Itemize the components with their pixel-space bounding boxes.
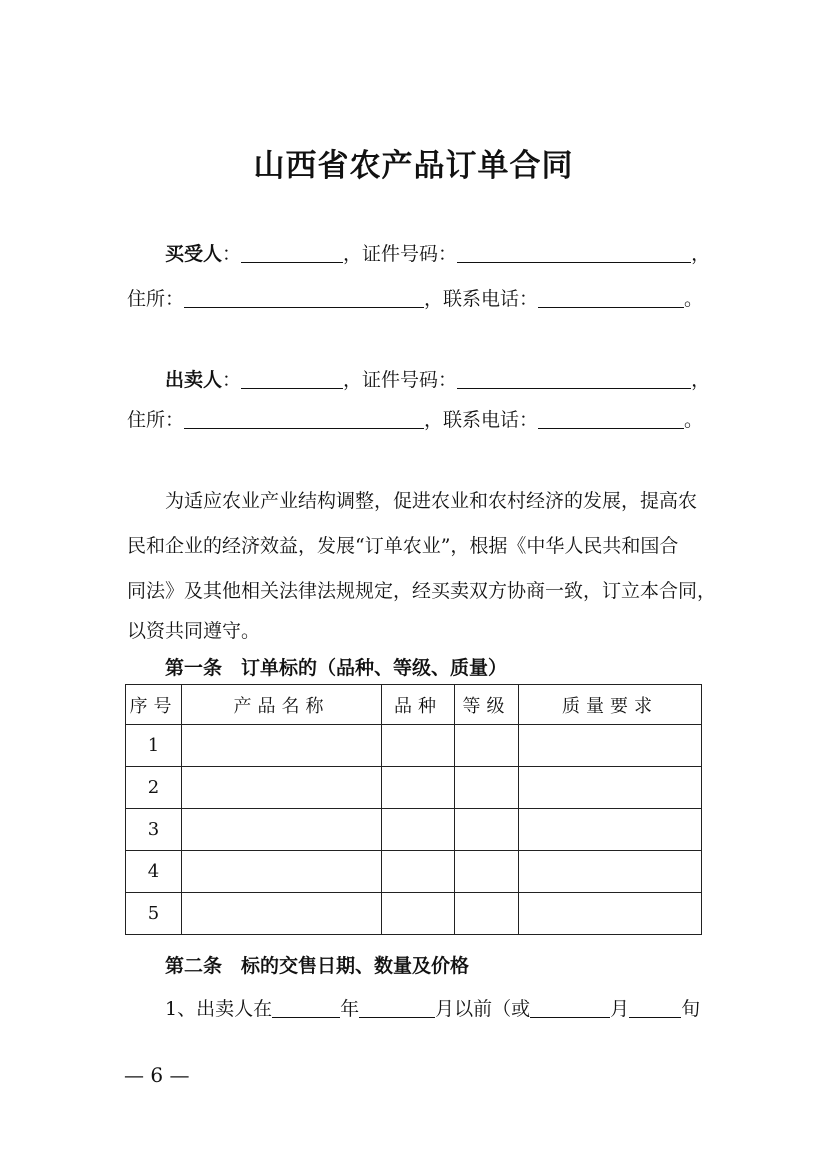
- seller-phone-label: 联系电话：: [443, 409, 539, 431]
- cell-grade[interactable]: [455, 893, 519, 935]
- seller-line: 出卖人： ，证件号码： ，: [165, 369, 711, 391]
- delivery-month-field[interactable]: [359, 997, 435, 1018]
- header-quality: 质量要求: [519, 685, 702, 725]
- seller-id-label: 证件号码：: [362, 369, 458, 391]
- order-items-table: [125, 684, 702, 935]
- buyer-id-field[interactable]: [457, 242, 691, 263]
- row-serial: 3: [126, 809, 182, 851]
- cell-grade[interactable]: [455, 851, 519, 893]
- cell-variety[interactable]: [382, 767, 455, 809]
- cell-grade[interactable]: [455, 767, 519, 809]
- buyer-name-field[interactable]: [241, 242, 343, 263]
- buyer-label: 买受人: [165, 243, 223, 265]
- seller-address-field[interactable]: [184, 408, 424, 429]
- cell-product-name[interactable]: [182, 851, 382, 893]
- page-number: — 6 —: [124, 1063, 190, 1087]
- table-row: [126, 893, 702, 935]
- cell-product-name[interactable]: [182, 767, 382, 809]
- table-row: [126, 725, 702, 767]
- buyer-address-label: 住所：: [127, 288, 185, 310]
- table-row: [126, 851, 702, 893]
- delivery-year-field[interactable]: [272, 997, 340, 1018]
- header-serial: 序号: [126, 685, 182, 725]
- preamble-line-3: 同法》及其他相关法律法规规定，经买卖双方协商一致，订立本合同，: [127, 580, 717, 602]
- seller-address-label: 住所：: [127, 409, 185, 431]
- article-1-heading: 第一条 订单标的（品种、等级、质量）: [165, 657, 508, 679]
- cell-variety[interactable]: [382, 809, 455, 851]
- preamble-line-4: 以资共同遵守。: [127, 620, 261, 642]
- row-serial: 2: [126, 767, 182, 809]
- buyer-phone-label: 联系电话：: [443, 288, 539, 310]
- table-row: [126, 767, 702, 809]
- xun-field[interactable]: [629, 997, 681, 1018]
- seller-label: 出卖人: [165, 369, 223, 391]
- cell-product-name[interactable]: [182, 725, 382, 767]
- buyer-phone-field[interactable]: [538, 287, 684, 308]
- article-2-item-1: 1、出卖人在 年 月以前（或 月 旬: [165, 998, 701, 1020]
- table-row: [126, 809, 702, 851]
- buyer-address-line: 住所： ，联系电话： 。: [127, 288, 704, 310]
- header-grade: 等级: [455, 685, 519, 725]
- table-header-row: [126, 685, 702, 725]
- cell-product-name[interactable]: [182, 809, 382, 851]
- preamble-line-2: 民和企业的经济效益，发展“订单农业”，根据《中华人民共和国合: [127, 535, 679, 557]
- row-serial: 1: [126, 725, 182, 767]
- cell-product-name[interactable]: [182, 893, 382, 935]
- row-serial: 4: [126, 851, 182, 893]
- cell-quality[interactable]: [519, 893, 702, 935]
- buyer-line: 买受人： ，证件号码： ，: [165, 243, 711, 265]
- buyer-address-field[interactable]: [184, 287, 424, 308]
- cell-variety[interactable]: [382, 851, 455, 893]
- cell-quality[interactable]: [519, 809, 702, 851]
- cell-grade[interactable]: [455, 725, 519, 767]
- alt-month-field[interactable]: [530, 997, 610, 1018]
- cell-quality[interactable]: [519, 725, 702, 767]
- seller-id-field[interactable]: [457, 368, 691, 389]
- article-2-heading: 第二条 标的交售日期、数量及价格: [165, 955, 470, 977]
- cell-variety[interactable]: [382, 725, 455, 767]
- document-title: 山西省农产品订单合同: [253, 148, 574, 184]
- row-serial: 5: [126, 893, 182, 935]
- cell-grade[interactable]: [455, 809, 519, 851]
- seller-phone-field[interactable]: [538, 408, 684, 429]
- cell-variety[interactable]: [382, 893, 455, 935]
- seller-address-line: 住所： ，联系电话： 。: [127, 409, 704, 431]
- header-variety: 品种: [382, 685, 455, 725]
- preamble-line-1: 为适应农业产业结构调整，促进农业和农村经济的发展，提高农: [165, 490, 698, 512]
- header-product-name: 产品名称: [182, 685, 382, 725]
- cell-quality[interactable]: [519, 767, 702, 809]
- buyer-id-label: 证件号码：: [362, 243, 458, 265]
- cell-quality[interactable]: [519, 851, 702, 893]
- seller-name-field[interactable]: [241, 368, 343, 389]
